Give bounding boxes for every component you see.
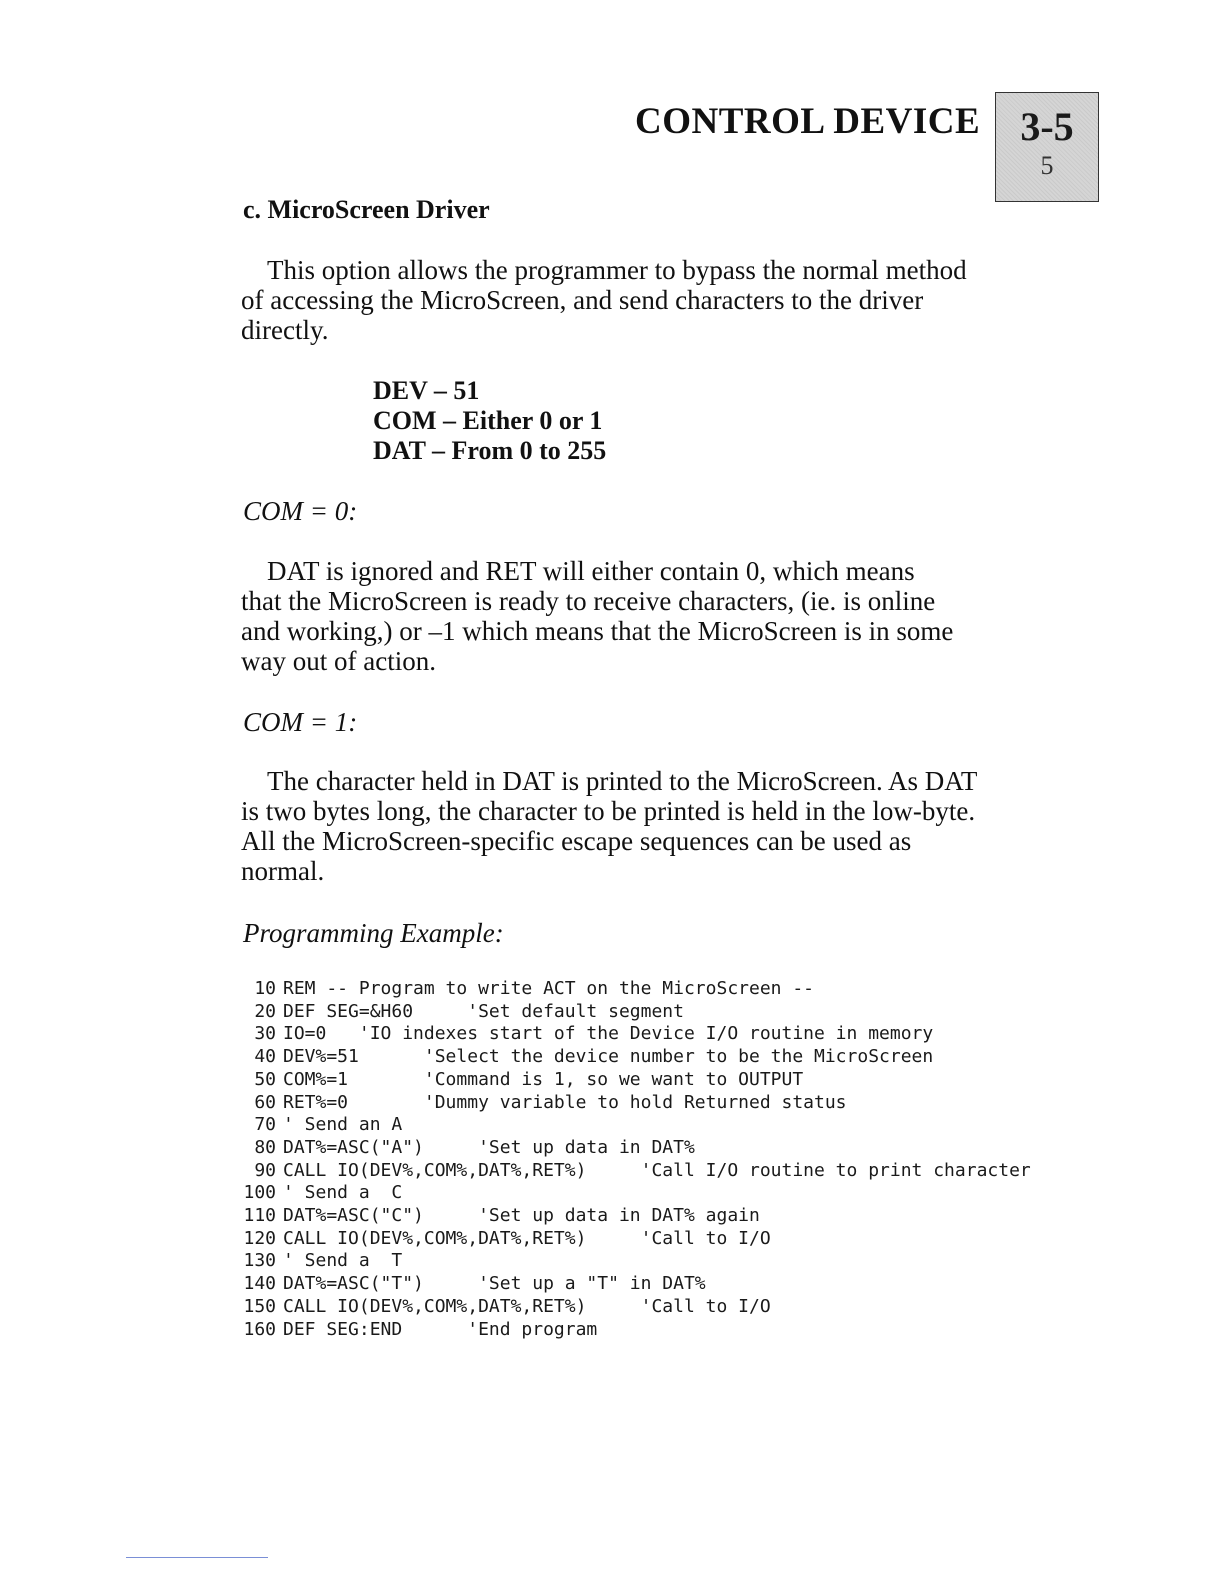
subheading: c. MicroScreen Driver [243, 195, 490, 224]
chapter-tab-page: 5 [1040, 151, 1054, 180]
code-line-number: 150 [243, 1295, 276, 1317]
parameter-dat: DAT – From 0 to 255 [373, 436, 607, 465]
code-line [240, 1319, 1031, 1342]
code-line [240, 1160, 1031, 1183]
code-line-text: CALL IO(DEV%,COM%,DAT%,RET%) 'Call I/O routine to print character [283, 1159, 1031, 1181]
code-line [240, 1023, 1031, 1046]
code-line-text: IO=0 'IO indexes start of the Device I/O routine in memory [283, 1023, 934, 1045]
code-line-text: DEF SEG:END 'End program [283, 1318, 598, 1340]
code-line-number: 140 [243, 1273, 276, 1295]
code-line-number: 30 [254, 1023, 276, 1045]
code-line [240, 1296, 1031, 1319]
code-line-text: CALL IO(DEV%,COM%,DAT%,RET%) 'Call to I/O [283, 1295, 771, 1317]
code-line [240, 1069, 1031, 1092]
code-line-number: 70 [254, 1114, 276, 1136]
parameter-dev: DEV – 51 [373, 376, 480, 405]
code-line-text: DAT%=ASC("T") 'Set up a "T" in DAT% [283, 1273, 706, 1295]
com1-paragraph: The character held in DAT is printed to the MicroScreen. As DAT is two bytes long, the character to be printed is held in the low-byte. All the MicroScreen-specific escape sequences can be used as normal. [241, 766, 977, 886]
code-line-text: CALL IO(DEV%,COM%,DAT%,RET%) 'Call to I/O [283, 1227, 771, 1249]
code-line [240, 1250, 1031, 1273]
code-line [240, 1137, 1031, 1160]
code-line-number: 120 [243, 1227, 276, 1249]
code-line-number: 90 [254, 1159, 276, 1181]
section-title: CONTROL DEVICE [635, 101, 981, 142]
code-line [240, 978, 1031, 1001]
parameter-list [373, 376, 606, 466]
code-line [240, 1046, 1031, 1069]
code-line-text: REM -- Program to write ACT on the MicroScreen -- [283, 978, 815, 999]
example-label: Programming Example: [243, 918, 504, 948]
code-line-text: COM%=1 'Command is 1, so we want to OUTPUT [283, 1068, 804, 1090]
code-line [240, 1114, 1031, 1137]
com0-paragraph: DAT is ignored and RET will either contain 0, which means that the MicroScreen is ready to receive characters, (ie. is online and working,) or –1 which means that the MicroScreen is in some way out of action. [241, 556, 954, 676]
code-line-text: ' Send a C [283, 1182, 403, 1204]
code-line-text: DAT%=ASC("A") 'Set up data in DAT% [283, 1136, 695, 1158]
code-line-number: 110 [243, 1205, 276, 1227]
code-line-text: DAT%=ASC("C") 'Set up data in DAT% again [283, 1205, 760, 1227]
code-line-text: ' Send a T [283, 1250, 403, 1272]
code-line-number: 80 [254, 1136, 276, 1158]
code-line-number: 10 [254, 978, 276, 999]
com1-label: COM = 1: [243, 707, 358, 737]
footer-rule [126, 1557, 268, 1558]
code-line-text: DEV%=51 'Select the device number to be the MicroScreen [283, 1046, 934, 1068]
chapter-tab-number: 3-5 [1020, 104, 1074, 149]
intro-paragraph: This option allows the programmer to bypass the normal method of accessing the MicroScreen, and send characters to the driver directly. [241, 255, 967, 345]
code-line-number: 160 [243, 1318, 276, 1340]
code-line [240, 1001, 1031, 1024]
code-line-number: 20 [254, 1000, 276, 1022]
chapter-tab [995, 92, 1099, 202]
parameter-com: COM – Either 0 or 1 [373, 406, 603, 435]
code-line [240, 1182, 1031, 1205]
com0-label: COM = 0: [243, 496, 358, 526]
code-line-number: 40 [254, 1046, 276, 1068]
code-line-text: RET%=0 'Dummy variable to hold Returned status [283, 1091, 847, 1113]
code-line-number: 130 [243, 1250, 276, 1272]
code-line [240, 1228, 1031, 1251]
code-line [240, 1273, 1031, 1296]
code-line-number: 100 [243, 1182, 276, 1204]
code-line-number: 60 [254, 1091, 276, 1113]
code-line-text: ' Send an A [283, 1114, 403, 1136]
code-line-text: DEF SEG=&H60 'Set default segment [283, 1000, 684, 1022]
code-line-number: 50 [254, 1068, 276, 1090]
code-line [240, 1205, 1031, 1228]
code-listing [240, 978, 1031, 1341]
code-line [240, 1092, 1031, 1115]
